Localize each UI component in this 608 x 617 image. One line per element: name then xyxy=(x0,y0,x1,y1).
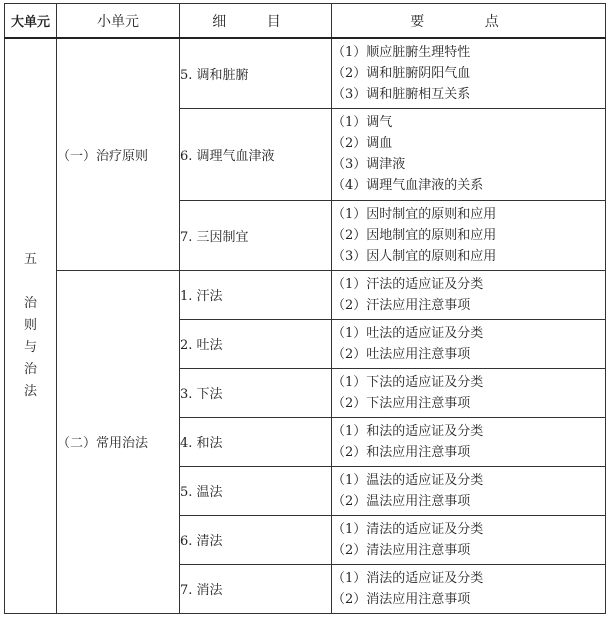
points-cell xyxy=(332,564,606,613)
key-point: （1）因时制宜的原则和应用 xyxy=(332,206,497,222)
points-cell xyxy=(332,466,606,515)
small-unit-cell: （一）治疗原则 xyxy=(57,38,180,270)
key-point: （2）消法应用注意事项 xyxy=(332,591,471,607)
key-point: （3）调和脏腑相互关系 xyxy=(332,86,471,102)
big-unit-label xyxy=(24,249,37,403)
points-cell xyxy=(332,108,606,200)
key-point: （2）调和脏腑阴阳气血 xyxy=(332,65,471,81)
header-key-points: 要 点 xyxy=(332,4,606,39)
big-unit-cell xyxy=(5,38,57,613)
points-cell xyxy=(332,270,606,319)
item-cell: 5. 温法 xyxy=(180,466,332,515)
key-point: （1）下法的适应证及分类 xyxy=(332,374,484,390)
points-cell xyxy=(332,319,606,368)
item-cell: 3. 下法 xyxy=(180,368,332,417)
key-point: （1）调气 xyxy=(332,115,393,130)
key-point: （2）下法应用注意事项 xyxy=(332,395,471,411)
key-point: （1）吐法的适应证及分类 xyxy=(332,325,484,341)
table-row xyxy=(5,38,606,108)
big-unit-title-char: 法 xyxy=(23,383,37,399)
header-small-unit: 小单元 xyxy=(57,4,180,39)
big-unit-title-char: 则 xyxy=(23,317,37,333)
syllabus-table xyxy=(4,3,606,614)
points-cell xyxy=(332,368,606,417)
table-row xyxy=(5,270,606,319)
header-big-unit: 大单元 xyxy=(5,4,57,39)
item-cell: 7. 消法 xyxy=(180,564,332,613)
key-point: （2）和法应用注意事项 xyxy=(332,444,471,460)
points-cell xyxy=(332,417,606,466)
points-cell xyxy=(332,515,606,564)
big-unit-number: 五 xyxy=(23,251,37,267)
key-point: （2）调血 xyxy=(332,136,393,151)
item-cell: 5. 调和脏腑 xyxy=(180,38,332,108)
key-point: （4）调理气血津液的关系 xyxy=(332,178,484,193)
key-point: （2）吐法应用注意事项 xyxy=(332,346,471,362)
small-unit-cell: （二）常用治法 xyxy=(57,270,180,613)
key-point: （1）清法的适应证及分类 xyxy=(332,521,484,537)
header-row xyxy=(5,4,606,39)
key-point: （2）因地制宜的原则和应用 xyxy=(332,227,497,243)
big-unit-title-char: 与 xyxy=(23,339,37,355)
key-point: （3）因人制宜的原则和应用 xyxy=(332,248,497,264)
key-point: （1）和法的适应证及分类 xyxy=(332,423,484,439)
header-item: 细 目 xyxy=(180,4,332,39)
key-point: （1）顺应脏腑生理特性 xyxy=(332,44,471,60)
key-point: （1）消法的适应证及分类 xyxy=(332,570,484,586)
points-cell xyxy=(332,38,606,108)
item-cell: 6. 清法 xyxy=(180,515,332,564)
key-point: （2）清法应用注意事项 xyxy=(332,542,471,558)
big-unit-title-char: 治 xyxy=(23,295,37,311)
key-point: （3）调津液 xyxy=(332,157,406,172)
big-unit-title-char: 治 xyxy=(23,361,37,377)
item-cell: 7. 三因制宜 xyxy=(180,200,332,270)
item-cell: 1. 汗法 xyxy=(180,270,332,319)
key-point: （1）汗法的适应证及分类 xyxy=(332,276,484,292)
key-point: （2）汗法应用注意事项 xyxy=(332,297,471,313)
key-point: （2）温法应用注意事项 xyxy=(332,493,471,509)
item-cell: 6. 调理气血津液 xyxy=(180,108,332,200)
item-cell: 4. 和法 xyxy=(180,417,332,466)
points-cell xyxy=(332,200,606,270)
key-point: （1）温法的适应证及分类 xyxy=(332,472,484,488)
item-cell: 2. 吐法 xyxy=(180,319,332,368)
